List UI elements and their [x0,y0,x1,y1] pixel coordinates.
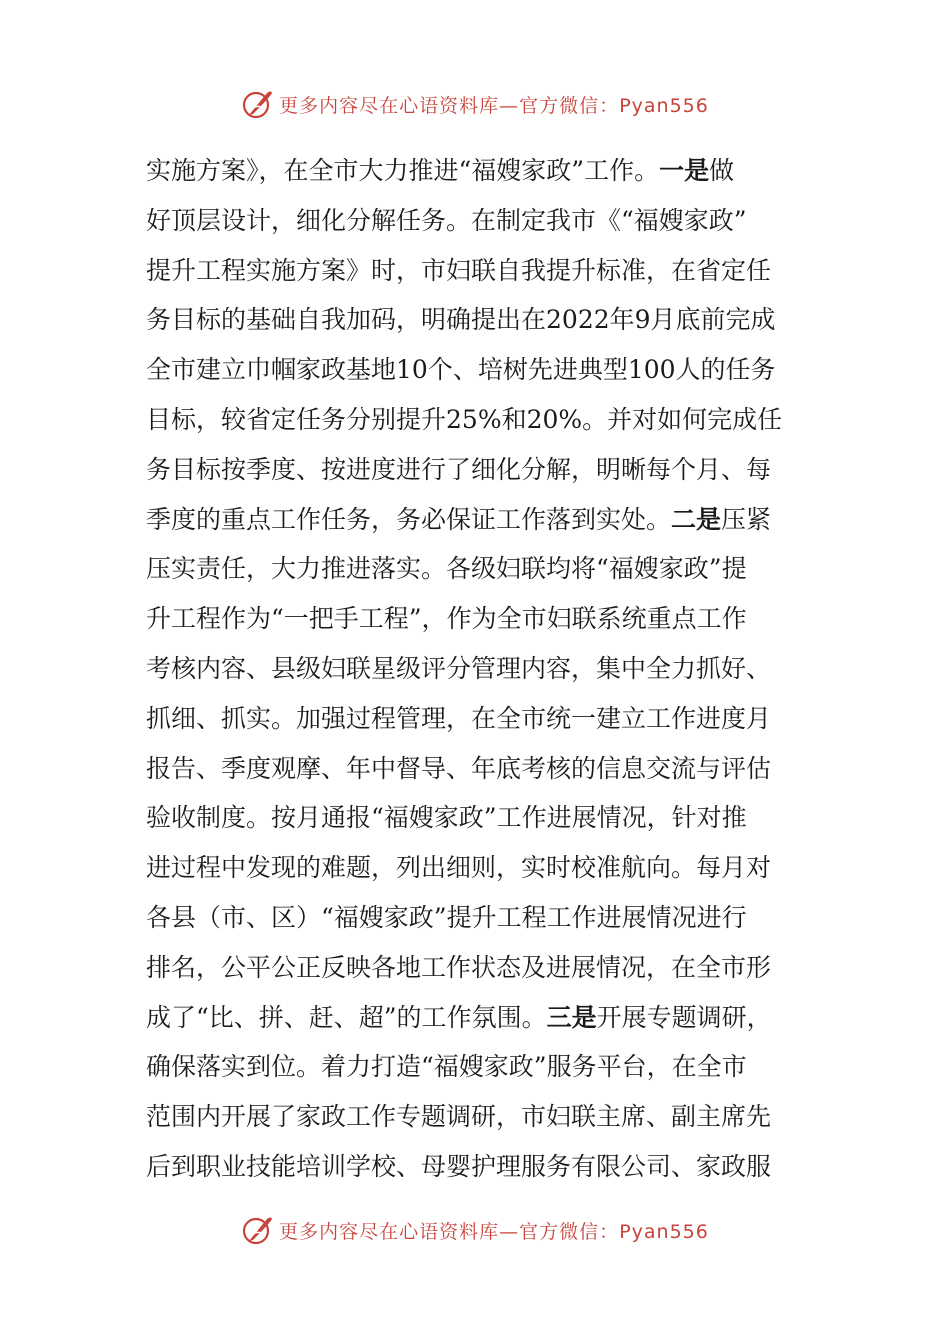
text-line: 进过程中发现的难题，列出细则，实时校准航向。每月对 [146,853,772,883]
footer-wechat-id: Pyan556 [619,1220,709,1243]
text-line: 升工程作为“一把手工程”，作为全市妇联系统重点工作 [146,604,747,634]
text-line: 后到职业技能培训学校、母婴护理服务有限公司、家政服 [146,1151,772,1181]
text-line: 验收制度。按月通报“福嫂家政”工作进展情况，针对推 [146,803,747,833]
text-line: 全市建立巾帼家政基地10个、培树先进典型100人的任务 [146,355,776,385]
footer-dash: — [499,1220,520,1243]
bold-marker-first: 一是 [659,156,710,185]
text-line: 各县（市、区）“福嫂家政”提升工程工作进展情况进行 [146,902,747,932]
quill-logo-icon [241,1213,275,1247]
header-banner [0,84,950,124]
text-line: 实施方案》，在全市大力推进“福嫂家政”工作。一是做 [146,156,735,185]
text-line: 成了“比、拼、赶、超”的工作氛围。三是开展专题调研， [146,1002,772,1032]
bold-marker-second: 二是 [671,504,722,534]
text-line: 务目标按季度、按进度进行了细化分解，明晰每个月、每 [146,454,772,484]
footer-banner [0,1210,950,1250]
header-wechat-id: Pyan556 [619,94,709,117]
text-line: 好顶层设计，细化分解任务。在制定我市《“福嫂家政” [146,205,747,235]
document-body [146,146,806,1192]
text-line: 务目标的基础自我加码，明确提出在2022年9月底前完成 [146,305,776,335]
footer-brand: 更多内容尽在心语资料库 [279,1220,500,1243]
text-line: 目标，较省定任务分别提升25%和20%。并对如何完成任 [146,404,783,434]
text-line: 确保落实到位。着力打造“福嫂家政”服务平台，在全市 [146,1052,747,1082]
header-text [279,91,709,118]
text-line: 考核内容、县级妇联星级评分管理内容，集中全力抓好、 [146,653,772,683]
header-dash: — [499,94,520,117]
text-line: 排名，公平公正反映各地工作状态及进展情况，在全市形 [146,952,772,982]
footer-text [279,1217,709,1244]
text-line: 提升工程实施方案》时，市妇联自我提升标准，在省定任 [146,255,772,285]
text-line: 压实责任，大力推进落实。各级妇联均将“福嫂家政”提 [146,554,747,584]
quill-logo-icon [241,87,275,121]
footer-wechat-label: 官方微信： [519,1220,620,1243]
text-line: 范围内开展了家政工作专题调研，市妇联主席、副主席先 [146,1102,772,1132]
text-line: 抓细、抓实。加强过程管理，在全市统一建立工作进度月 [146,703,772,733]
bold-marker-third: 三是 [546,1002,597,1032]
text-line: 季度的重点工作任务，务必保证工作落到实处。二是压紧 [146,504,772,534]
header-wechat-label: 官方微信： [519,94,620,117]
header-brand: 更多内容尽在心语资料库 [279,94,500,117]
text-line: 报告、季度观摩、年中督导、年底考核的信息交流与评估 [146,753,772,783]
